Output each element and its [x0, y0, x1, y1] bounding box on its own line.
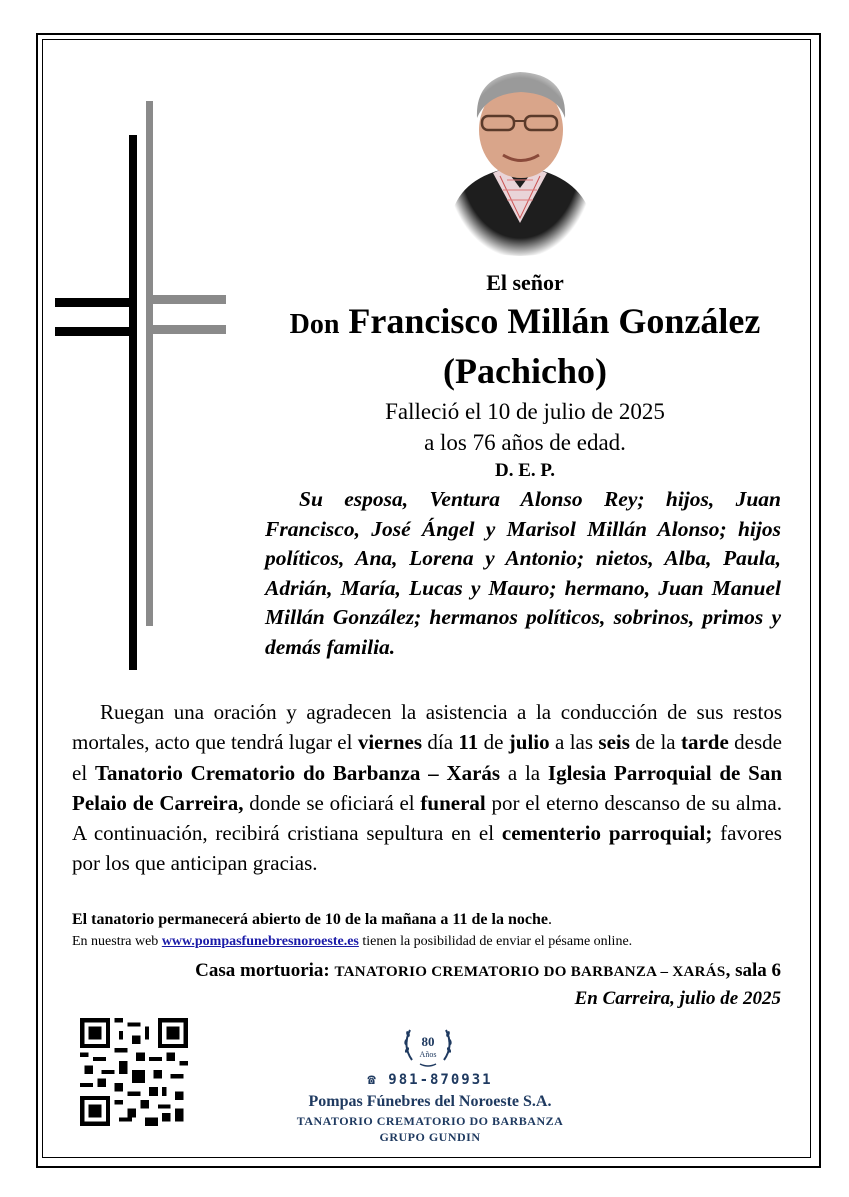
service-announcement: Ruegan una oración y agradecen la asistencia a la conducción de sus restos mortales, acto que tendrá lugar el viernes día 11 de julio a las seis de la tarde desde el Tanatorio Crematorio do Barbanza – Xarás a la Iglesia Parroquial de San Pelaio de Carreira, donde se oficiará el funeral por el eterno descanso de su alma. A continuación, recibirá cristiana sepultura en el cementerio parroquial; favores por los que anticipan gracias.: [72, 700, 783, 876]
badge-number: 80: [421, 1034, 435, 1049]
portrait-photo: [445, 58, 595, 258]
phone-icon: ☎: [367, 1072, 378, 1088]
age-line: a los 76 años de edad.: [424, 430, 626, 456]
opening-hours-note: El tanatorio permanecerá abierto de 10 de la mañana a 11 de la noche.: [72, 911, 552, 928]
qr-code[interactable]: [80, 1018, 188, 1126]
company-name: Pompas Fúnebres del Noroeste S.A.: [308, 1093, 552, 1110]
nickname: (Pachicho): [443, 351, 607, 391]
funeral-home: Casa mortuoria: TANATORIO CREMATORIO DO BARBANZA – XARÁS, sala 6: [195, 960, 781, 981]
company-line2: TANATORIO CREMATORIO DO BARBANZA: [296, 1114, 564, 1128]
family-list: Su esposa, Ventura Alonso Rey; hijos, Juan Francisco, José Ángel y Marisol Millán Alonso; hijos políticos, Ana, Lorena y Antonio; nietos, Alba, Paula, Adrián, María, Lucas y Mauro; hermano, Juan Manuel Millán González; hermanos políticos, sobrinos, primos y demás familia.: [265, 487, 781, 659]
death-date-line: Falleció el 10 de julio de 2025: [385, 399, 665, 424]
deceased-name: [245, 303, 805, 341]
cross-icon: [50, 95, 230, 675]
website-link[interactable]: www.pompasfunebresnoroeste.es: [161, 934, 359, 949]
badge-word: Años: [419, 1050, 437, 1059]
place-date: En Carreira, julio de 2025: [574, 988, 781, 1009]
anniversary-badge-icon: [398, 1020, 458, 1072]
rip-line: D. E. P.: [494, 460, 555, 481]
phone-number: 981-870931: [388, 1072, 493, 1088]
full-name: Francisco Millán González: [348, 301, 761, 341]
honorific: Don: [289, 309, 340, 340]
phone[interactable]: [300, 1072, 560, 1088]
company-line3: GRUPO GUNDIN: [379, 1130, 481, 1144]
web-note: En nuestra web www.pompasfunebresnoroeste.es tienen la posibilidad de enviar el pésame online.: [72, 934, 633, 949]
death-info: [245, 396, 805, 458]
salutation: El señor: [486, 270, 564, 295]
